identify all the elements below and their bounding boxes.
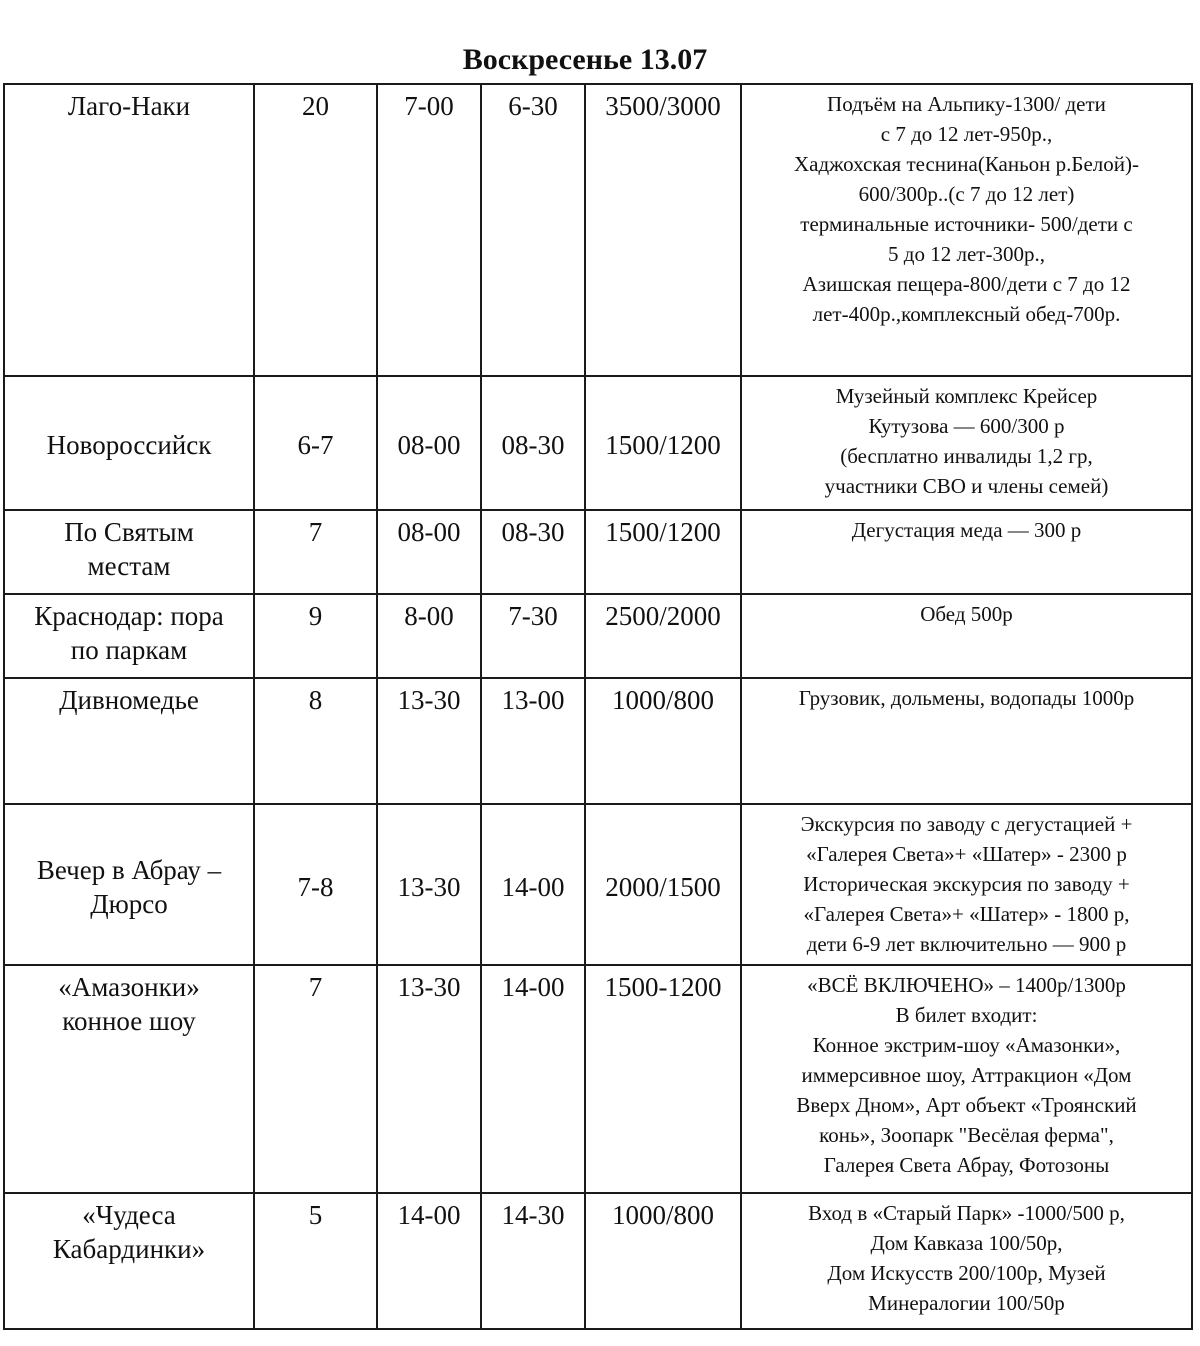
excursion-name: Вечер в Абрау – Дюрсо (4, 804, 254, 965)
excursion-name: Краснодар: пора по паркам (4, 594, 254, 678)
time-cell: 6-30 (481, 84, 585, 376)
price-cell: 1500-1200 (585, 965, 741, 1193)
notes-cell: Подъём на Альпику-1300/ дети с 7 до 12 лет-950р., Хаджохская теснина(Каньон р.Белой)- 600/300р..(с 7 до 12 лет) терминальные источники- 500/дети с 5 до 12 лет-300р., Азишская пещера-800/дети с 7 до 12 лет-400р.,комплексный обед-700р. (741, 84, 1192, 376)
notes-cell: Грузовик, дольмены, водопады 1000р (741, 678, 1192, 804)
time-cell: 14-00 (377, 1193, 481, 1329)
duration-cell: 8 (254, 678, 377, 804)
price-cell: 1000/800 (585, 678, 741, 804)
duration-cell: 7 (254, 965, 377, 1193)
duration-cell: 6-7 (254, 376, 377, 510)
time-cell: 14-30 (481, 1193, 585, 1329)
table-row (4, 965, 1192, 1193)
excursion-name: Дивномедье (4, 678, 254, 804)
table-row (4, 1193, 1192, 1329)
table-row (4, 510, 1192, 594)
duration-cell: 7-8 (254, 804, 377, 965)
notes-cell: Обед 500р (741, 594, 1192, 678)
time-cell: 14-00 (481, 965, 585, 1193)
duration-cell: 7 (254, 510, 377, 594)
time-cell: 08-30 (481, 376, 585, 510)
time-cell: 13-30 (377, 678, 481, 804)
table-row (4, 804, 1192, 965)
table-row (4, 594, 1192, 678)
notes-cell: Дегустация меда — 300 р (741, 510, 1192, 594)
duration-cell: 9 (254, 594, 377, 678)
excursion-name: Новороссийск (4, 376, 254, 510)
time-cell: 13-30 (377, 965, 481, 1193)
notes-cell: Вход в «Старый Парк» -1000/500 р, Дом Кавказа 100/50р, Дом Искусств 200/100р, Музей Минералогии 100/50р (741, 1193, 1192, 1329)
duration-cell: 20 (254, 84, 377, 376)
price-cell: 1500/1200 (585, 376, 741, 510)
notes-cell: Экскурсия по заводу с дегустацией + «Галерея Света»+ «Шатер» - 2300 р Историческая экскурсия по заводу + «Галерея Света»+ «Шатер» - 1800 р, дети 6-9 лет включительно — 900 р (741, 804, 1192, 965)
price-cell: 2500/2000 (585, 594, 741, 678)
time-cell: 13-00 (481, 678, 585, 804)
time-cell: 08-00 (377, 510, 481, 594)
time-cell: 7-00 (377, 84, 481, 376)
schedule-table (3, 83, 1193, 1330)
duration-cell: 5 (254, 1193, 377, 1329)
excursion-name: «Амазонки» конное шоу (4, 965, 254, 1193)
price-cell: 1000/800 (585, 1193, 741, 1329)
price-cell: 2000/1500 (585, 804, 741, 965)
notes-cell: Музейный комплекс Крейсер Кутузова — 600/300 р (бесплатно инвалиды 1,2 гр, участники СВО и члены семей) (741, 376, 1192, 510)
price-cell: 3500/3000 (585, 84, 741, 376)
time-cell: 08-30 (481, 510, 585, 594)
table-row (4, 84, 1192, 376)
time-cell: 7-30 (481, 594, 585, 678)
page-title: Воскресенье 13.07 (462, 43, 708, 76)
price-cell: 1500/1200 (585, 510, 741, 594)
excursion-name: По Святым местам (4, 510, 254, 594)
time-cell: 08-00 (377, 376, 481, 510)
excursion-name: «Чудеса Кабардинки» (4, 1193, 254, 1329)
excursion-name: Лаго-Наки (4, 84, 254, 376)
notes-cell: «ВСЁ ВКЛЮЧЕНО» – 1400р/1300р В билет входит: Конное экстрим-шоу «Амазонки», иммерсивное шоу, Аттракцион «Дом Вверх Дном», Арт объект «Троянский конь», Зоопарк "Весёлая ферма", Галерея Света Абрау, Фотозоны (741, 965, 1192, 1193)
time-cell: 8-00 (377, 594, 481, 678)
time-cell: 14-00 (481, 804, 585, 965)
table-row (4, 678, 1192, 804)
table-row (4, 376, 1192, 510)
time-cell: 13-30 (377, 804, 481, 965)
